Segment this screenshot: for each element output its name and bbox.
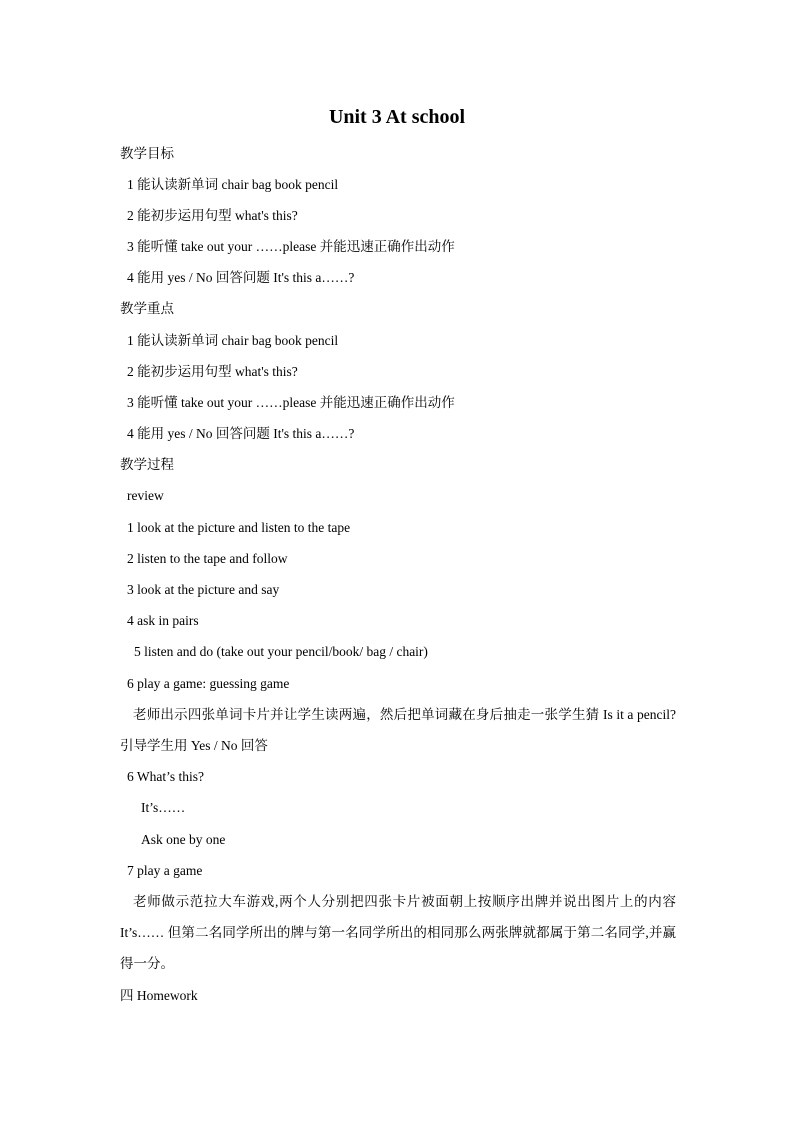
game-two-paragraph: 老师做示范拉大车游戏,两个人分别把四张卡片被面朝上按顺序出牌并说出图片上的内容 It’s…… 但第二名同学所出的牌与第一名同学所出的相同那么两张牌就都属于第二名同学,并赢得一分。 [120, 894, 676, 971]
objective-item: 4 能用 yes / No 回答问题 It's this a……? [127, 270, 355, 285]
process-item: 2 listen to the tape and follow [127, 551, 288, 566]
qa-line: 7 play a game [127, 863, 203, 878]
objective-item: 2 能初步运用句型 what's this? [127, 208, 298, 223]
qa-line: Ask one by one [141, 832, 226, 847]
process-item: 1 look at the picture and listen to the tape [127, 520, 351, 535]
keypoint-item: 4 能用 yes / No 回答问题 It's this a……? [127, 426, 355, 441]
section-heading-homework: 四 Homework [120, 988, 198, 1003]
process-item: 6 play a game: guessing game [127, 676, 290, 691]
objective-item: 3 能听懂 take out your ……please 并能迅速正确作出动作 [127, 239, 455, 254]
document-title: Unit 3 At school [328, 106, 466, 128]
game-one-paragraph: 老师出示四张单词卡片并让学生读两遍，然后把单词藏在身后抽走一张学生猜 Is it a pencil? 引导学生用 Yes / No 回答 [120, 707, 676, 753]
process-item: review [127, 488, 164, 503]
keypoint-item: 3 能听懂 take out your ……please 并能迅速正确作出动作 [127, 395, 455, 410]
keypoint-item: 2 能初步运用句型 what's this? [127, 364, 298, 379]
section-heading-keypoints: 教学重点 [120, 301, 174, 316]
section-heading-process: 教学过程 [120, 457, 174, 472]
objective-item: 1 能认读新单词 chair bag book pencil [127, 177, 339, 192]
qa-line: It’s…… [141, 800, 186, 815]
process-item: 5 listen and do (take out your pencil/book/ bag / chair) [134, 644, 428, 659]
keypoint-item: 1 能认读新单词 chair bag book pencil [127, 333, 339, 348]
section-heading-objectives: 教学目标 [120, 146, 174, 161]
process-item: 4 ask in pairs [127, 613, 199, 628]
process-item: 3 look at the picture and say [127, 582, 280, 597]
qa-line: 6 What’s this? [127, 769, 204, 784]
